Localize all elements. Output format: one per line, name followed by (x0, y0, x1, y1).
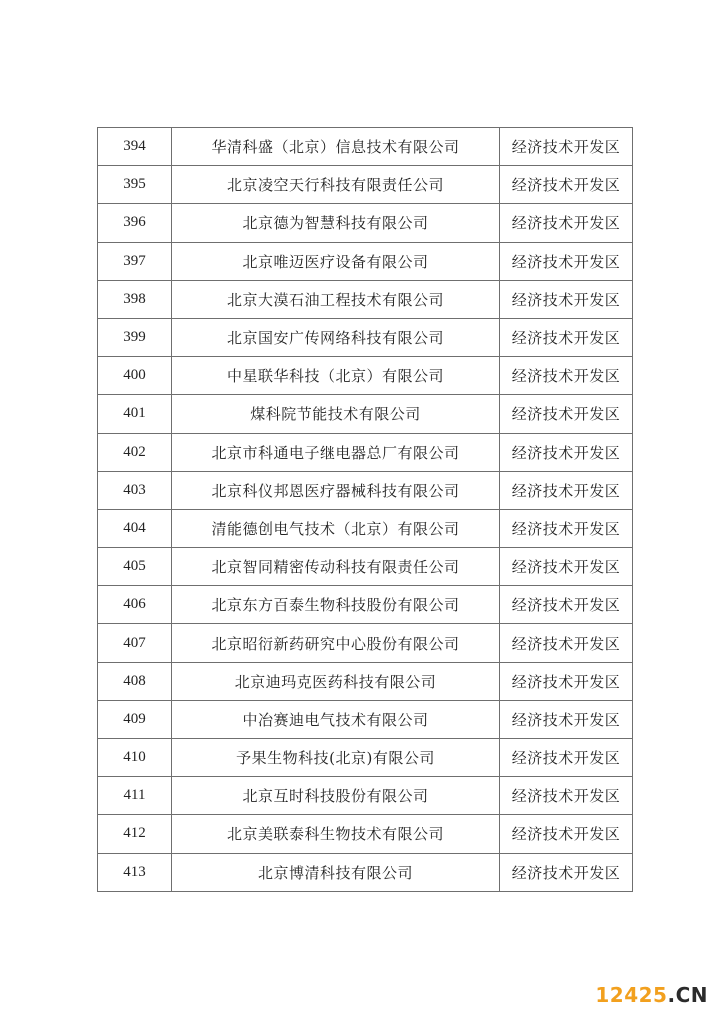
row-number: 410 (98, 739, 172, 777)
table-row (98, 357, 633, 395)
table-row (98, 128, 633, 166)
row-number: 409 (98, 700, 172, 738)
zone-name: 经济技术开发区 (500, 318, 633, 356)
row-number: 397 (98, 242, 172, 280)
zone-name: 经济技术开发区 (500, 548, 633, 586)
zone-name: 经济技术开发区 (500, 357, 633, 395)
table-row (98, 815, 633, 853)
company-name: 北京德为智慧科技有限公司 (172, 204, 500, 242)
site-watermark-logo (595, 983, 708, 1007)
company-name: 北京互时科技股份有限公司 (172, 777, 500, 815)
company-name: 北京美联泰科生物技术有限公司 (172, 815, 500, 853)
table-row (98, 471, 633, 509)
table-row (98, 700, 633, 738)
company-name: 北京迪玛克医药科技有限公司 (172, 662, 500, 700)
row-number: 398 (98, 280, 172, 318)
row-number: 412 (98, 815, 172, 853)
table-row (98, 509, 633, 547)
zone-name: 经济技术开发区 (500, 815, 633, 853)
table-row (98, 662, 633, 700)
table-row (98, 280, 633, 318)
zone-name: 经济技术开发区 (500, 166, 633, 204)
zone-name: 经济技术开发区 (500, 777, 633, 815)
table-row (98, 586, 633, 624)
row-number: 411 (98, 777, 172, 815)
company-name: 华清科盛（北京）信息技术有限公司 (172, 128, 500, 166)
table-row (98, 624, 633, 662)
table-row (98, 548, 633, 586)
watermark-digits: 12425 (595, 983, 668, 1007)
company-name: 北京科仪邦恩医疗器械科技有限公司 (172, 471, 500, 509)
table-row (98, 433, 633, 471)
company-name: 北京国安广传网络科技有限公司 (172, 318, 500, 356)
row-number: 396 (98, 204, 172, 242)
row-number: 395 (98, 166, 172, 204)
company-name: 北京东方百泰生物科技股份有限公司 (172, 586, 500, 624)
row-number: 400 (98, 357, 172, 395)
watermark-tld: .CN (667, 983, 708, 1007)
company-name: 北京昭衍新药研究中心股份有限公司 (172, 624, 500, 662)
zone-name: 经济技术开发区 (500, 433, 633, 471)
table-row (98, 166, 633, 204)
row-number: 401 (98, 395, 172, 433)
company-name: 北京凌空天行科技有限责任公司 (172, 166, 500, 204)
row-number: 402 (98, 433, 172, 471)
company-name: 北京市科通电子继电器总厂有限公司 (172, 433, 500, 471)
zone-name: 经济技术开发区 (500, 509, 633, 547)
table-row (98, 204, 633, 242)
row-number: 404 (98, 509, 172, 547)
table-row (98, 739, 633, 777)
row-number: 406 (98, 586, 172, 624)
row-number: 408 (98, 662, 172, 700)
row-number: 403 (98, 471, 172, 509)
row-number: 394 (98, 128, 172, 166)
zone-name: 经济技术开发区 (500, 280, 633, 318)
company-name: 煤科院节能技术有限公司 (172, 395, 500, 433)
table-row (98, 777, 633, 815)
zone-name: 经济技术开发区 (500, 471, 633, 509)
company-name: 北京唯迈医疗设备有限公司 (172, 242, 500, 280)
row-number: 413 (98, 853, 172, 891)
zone-name: 经济技术开发区 (500, 700, 633, 738)
row-number: 407 (98, 624, 172, 662)
table-row (98, 853, 633, 891)
table-body (98, 128, 633, 892)
company-name: 予果生物科技(北京)有限公司 (172, 739, 500, 777)
company-name: 北京智同精密传动科技有限责任公司 (172, 548, 500, 586)
company-name: 中冶赛迪电气技术有限公司 (172, 700, 500, 738)
zone-name: 经济技术开发区 (500, 624, 633, 662)
zone-name: 经济技术开发区 (500, 853, 633, 891)
company-name: 北京博清科技有限公司 (172, 853, 500, 891)
zone-name: 经济技术开发区 (500, 242, 633, 280)
zone-name: 经济技术开发区 (500, 128, 633, 166)
row-number: 405 (98, 548, 172, 586)
company-list-table (97, 127, 633, 892)
zone-name: 经济技术开发区 (500, 204, 633, 242)
zone-name: 经济技术开发区 (500, 739, 633, 777)
row-number: 399 (98, 318, 172, 356)
table-row (98, 318, 633, 356)
company-name: 清能德创电气技术（北京）有限公司 (172, 509, 500, 547)
zone-name: 经济技术开发区 (500, 586, 633, 624)
company-name: 北京大漠石油工程技术有限公司 (172, 280, 500, 318)
table-row (98, 242, 633, 280)
company-name: 中星联华科技（北京）有限公司 (172, 357, 500, 395)
zone-name: 经济技术开发区 (500, 662, 633, 700)
zone-name: 经济技术开发区 (500, 395, 633, 433)
table-row (98, 395, 633, 433)
